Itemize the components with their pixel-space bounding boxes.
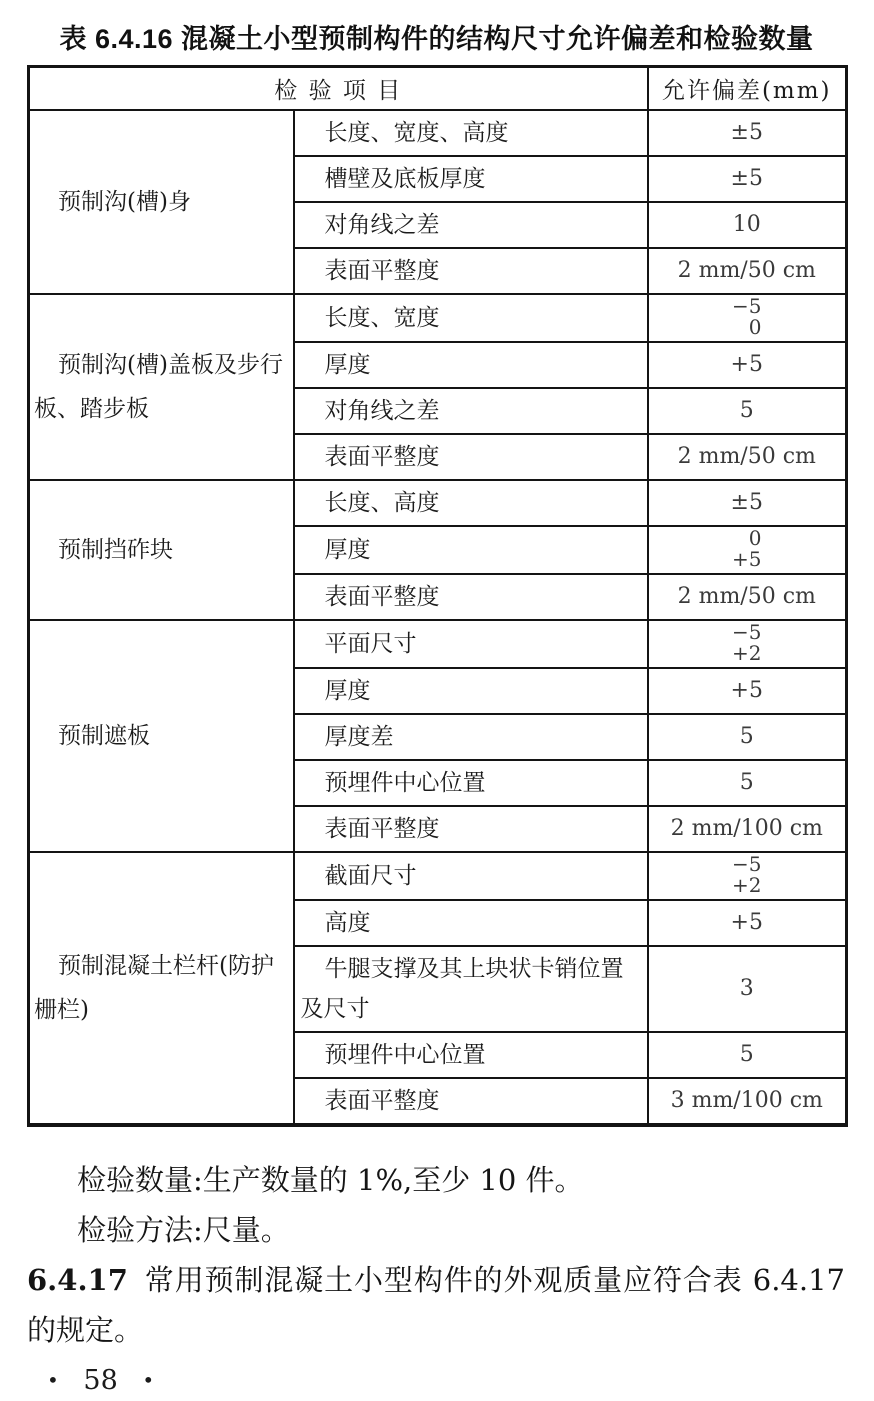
item-cell: 高度 bbox=[294, 900, 648, 946]
value-cell: +5 bbox=[648, 668, 847, 714]
item-cell: 厚度 bbox=[294, 668, 648, 714]
page-number bbox=[27, 1360, 846, 1401]
value-cell: +5 bbox=[648, 900, 847, 946]
header-inspection-items: 检 验 项 目 bbox=[29, 67, 648, 110]
clause-text: 常用预制混凝土小型构件的外观质量应符合表 6.4.17 的规定。 bbox=[27, 1262, 845, 1347]
item-cell: 长度、宽度 bbox=[294, 294, 648, 342]
group-name-cell: 预制挡砟块 bbox=[29, 480, 294, 620]
table-title: 表 6.4.16 混凝土小型预制构件的结构尺寸允许偏差和检验数量 bbox=[59, 24, 814, 54]
table-body bbox=[29, 110, 847, 1125]
header-row bbox=[29, 67, 847, 110]
item-cell: 厚度 bbox=[294, 342, 648, 388]
item-cell: 牛腿支撑及其上块状卡销位置及尺寸 bbox=[294, 946, 648, 1032]
item-cell: 表面平整度 bbox=[294, 1078, 648, 1125]
value-cell: 3 mm/100 cm bbox=[648, 1078, 847, 1125]
tolerance-table bbox=[27, 65, 848, 1127]
table-row bbox=[29, 294, 847, 342]
value-cell bbox=[648, 620, 847, 668]
document-page bbox=[0, 22, 874, 1401]
footer-page-number: 58 bbox=[83, 1364, 118, 1396]
item-cell: 对角线之差 bbox=[294, 388, 648, 434]
item-cell: 平面尺寸 bbox=[294, 620, 648, 668]
group-name-cell: 预制沟(槽)身 bbox=[29, 110, 294, 294]
item-cell: 长度、高度 bbox=[294, 480, 648, 526]
value-cell: 2 mm/100 cm bbox=[648, 806, 847, 852]
value-cell: 3 bbox=[648, 946, 847, 1032]
value-cell: 2 mm/50 cm bbox=[648, 434, 847, 480]
item-cell: 长度、宽度、高度 bbox=[294, 110, 648, 156]
value-cell: ±5 bbox=[648, 480, 847, 526]
item-cell: 表面平整度 bbox=[294, 574, 648, 620]
value-cell: 2 mm/50 cm bbox=[648, 248, 847, 294]
table-row bbox=[29, 480, 847, 526]
clause-number: 6.4.17 bbox=[27, 1262, 128, 1297]
group-name-cell: 预制沟(槽)盖板及步行板、踏步板 bbox=[29, 294, 294, 480]
item-cell: 槽壁及底板厚度 bbox=[294, 156, 648, 202]
value-cell: ±5 bbox=[648, 156, 847, 202]
item-cell: 表面平整度 bbox=[294, 248, 648, 294]
value-cell bbox=[648, 294, 847, 342]
value-cell bbox=[648, 852, 847, 900]
value-cell bbox=[648, 526, 847, 574]
stacked-value: −5 +2 bbox=[732, 619, 762, 665]
value-cell: 5 bbox=[648, 388, 847, 434]
item-cell: 表面平整度 bbox=[294, 806, 648, 852]
stacked-value: 0 +5 bbox=[732, 525, 762, 571]
value-cell: 10 bbox=[648, 202, 847, 248]
header-allowable-deviation: 允许偏差(mm) bbox=[648, 67, 847, 110]
stacked-value: −5 +2 bbox=[732, 851, 762, 897]
inspection-method-note: 检验方法:尺量。 bbox=[77, 1212, 290, 1247]
table-row bbox=[29, 620, 847, 668]
value-cell: 5 bbox=[648, 1032, 847, 1078]
item-cell: 截面尺寸 bbox=[294, 852, 648, 900]
value-cell: ±5 bbox=[648, 110, 847, 156]
table-row bbox=[29, 852, 847, 900]
item-cell: 预埋件中心位置 bbox=[294, 1032, 648, 1078]
value-cell: 5 bbox=[648, 714, 847, 760]
table-row bbox=[29, 110, 847, 156]
item-cell: 预埋件中心位置 bbox=[294, 760, 648, 806]
stacked-value: −5 0 bbox=[732, 293, 762, 339]
clause-6-4-17 bbox=[27, 1255, 845, 1355]
item-cell: 厚度差 bbox=[294, 714, 648, 760]
value-cell: 2 mm/50 cm bbox=[648, 574, 847, 620]
group-name-cell: 预制遮板 bbox=[29, 620, 294, 852]
footer-right-dot: • bbox=[142, 1367, 155, 1392]
group-name-cell: 预制混凝土栏杆(防护栅栏) bbox=[29, 852, 294, 1125]
item-cell: 表面平整度 bbox=[294, 434, 648, 480]
inspection-quantity-note: 检验数量:生产数量的 1%,至少 10 件。 bbox=[77, 1162, 584, 1197]
item-cell: 对角线之差 bbox=[294, 202, 648, 248]
value-cell: 5 bbox=[648, 760, 847, 806]
item-cell: 厚度 bbox=[294, 526, 648, 574]
footer-left-dot: • bbox=[47, 1367, 59, 1392]
notes-section bbox=[27, 1155, 846, 1255]
value-cell: +5 bbox=[648, 342, 847, 388]
